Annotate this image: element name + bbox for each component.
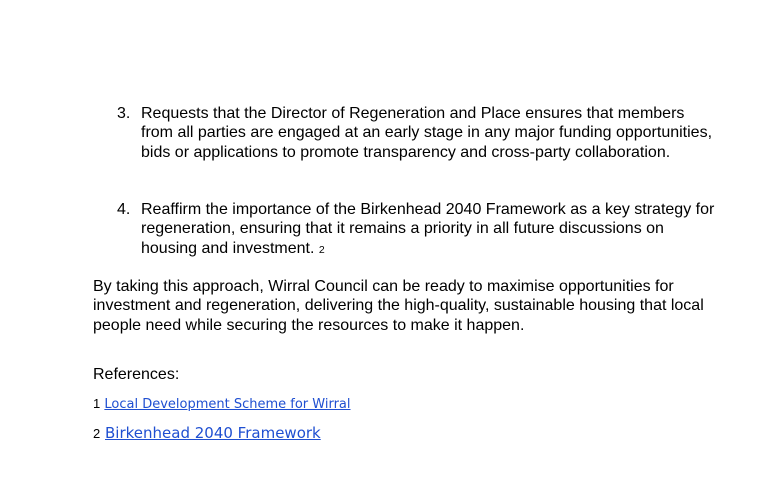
references-heading: References:: [93, 366, 180, 383]
list-item-text-wrapper: [141, 200, 717, 260]
reference-item-2: [93, 424, 321, 443]
reference-number: 2: [93, 426, 101, 441]
list-item-number: 4.: [117, 201, 131, 218]
list-item-text: Requests that the Director of Regeneration and Place ensures that members from all parties are engaged at an early stage in any major funding opportunities, bids or applications to promote transparency and cross-party collaboration.: [141, 105, 713, 161]
list-item-text: Reaffirm the importance of the Birkenhead 2040 Framework as a key strategy for regeneration, ensuring that it remains a priority in all future discussions on housing and investment.: [141, 201, 715, 257]
reference-link-birkenhead-2040[interactable]: Birkenhead 2040 Framework: [105, 424, 321, 442]
footnote-marker: 2: [318, 243, 325, 256]
list-item-4: [117, 200, 717, 260]
reference-number: 1: [93, 396, 101, 411]
list-item-number: 3.: [117, 105, 131, 122]
reference-link-local-development-scheme[interactable]: Local Development Scheme for Wirral: [104, 397, 351, 412]
body-paragraph: By taking this approach, Wirral Council can be ready to maximise opportunities for investment and regeneration, delivering the high-quality, sustainable housing that local people need while securing the resources to make it happen.: [93, 278, 704, 334]
reference-item-1: [93, 396, 351, 413]
list-item-3: [117, 104, 717, 162]
